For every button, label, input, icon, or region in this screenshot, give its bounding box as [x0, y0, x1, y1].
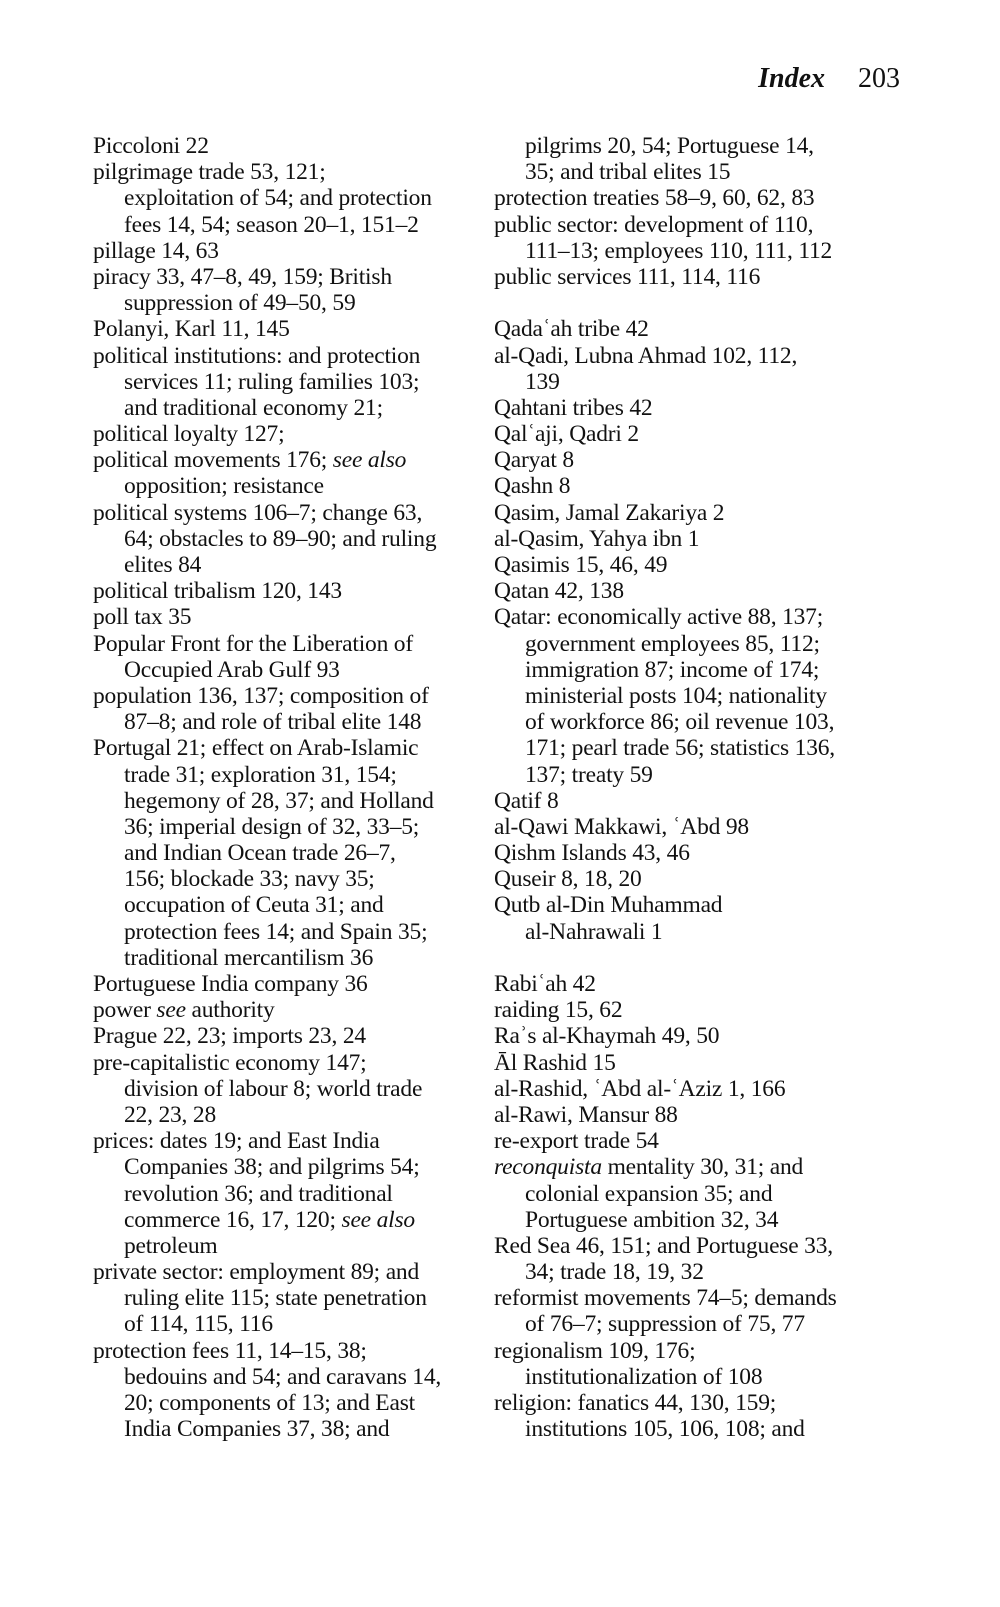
index-entry-line: [494, 1128, 894, 1154]
index-entry-line: [93, 264, 493, 290]
index-entry-text: power: [93, 997, 157, 1024]
index-entry-line: [494, 997, 894, 1023]
index-entry-line: [93, 1311, 493, 1337]
index-entry-line: [494, 1102, 894, 1128]
index-entry-text: traditional mercantilism 36: [124, 944, 374, 971]
index-entry-text: al-Qadi, Lubna Ahmad 102, 112,: [494, 342, 798, 369]
index-entry-line: [93, 552, 493, 578]
index-entry-text: colonial expansion 35; and: [525, 1180, 773, 1207]
index-entry-text: Occupied Arab Gulf 93: [124, 656, 340, 683]
index-entry-text: revolution 36; and traditional: [124, 1180, 393, 1207]
index-column-left: [93, 133, 493, 1442]
index-entry-line: [93, 421, 493, 447]
index-entry-line: [93, 447, 493, 473]
index-entry-line: [494, 185, 894, 211]
index-entry-line: [93, 343, 493, 369]
index-entry-text: immigration 87; income of 174;: [525, 656, 820, 683]
index-entry-line: [494, 788, 894, 814]
index-entry-line: [494, 919, 894, 945]
index-entry-text: Qishm Islands 43, 46: [494, 840, 690, 867]
index-entry-text: and Indian Ocean trade 26–7,: [124, 840, 396, 867]
index-entry-text: 111–13; employees 110, 111, 112: [525, 237, 833, 264]
index-entry-text-after: mentality 30, 31; and: [601, 1154, 804, 1181]
index-entry-line: [93, 1076, 493, 1102]
index-entry-line: [93, 866, 493, 892]
index-entry-text: and traditional economy 21;: [124, 394, 383, 421]
index-entry-text: elites 84: [124, 552, 202, 578]
index-entry-text: political movements 176;: [93, 447, 333, 474]
index-entry-line: [93, 709, 493, 735]
index-entry-text: Rabiʿah 42: [494, 971, 596, 997]
index-entry-line: [93, 1102, 493, 1128]
index-entry-text: political loyalty 127;: [93, 421, 285, 448]
index-entry-line: [93, 1023, 493, 1049]
index-entry-text: 34; trade 18, 19, 32: [525, 1259, 704, 1286]
index-entry-line: [494, 657, 894, 683]
index-entry-text: re-export trade 54: [494, 1128, 659, 1155]
index-entry-text: Popular Front for the Liberation of: [93, 630, 413, 657]
index-entry-line: [494, 264, 894, 290]
index-entry-italic: reconquista: [494, 1154, 602, 1181]
index-entry-line: [494, 1207, 894, 1233]
index-entry-text: occupation of Ceuta 31; and: [124, 892, 384, 919]
index-entry-line: [494, 159, 894, 185]
index-entry-line: [494, 971, 894, 997]
index-entry-line: [494, 500, 894, 526]
index-entry-text: India Companies 37, 38; and: [124, 1416, 390, 1443]
index-entry-line: [494, 1311, 894, 1337]
index-entry-text: Portugal 21; effect on Arab-Islamic: [93, 735, 419, 762]
index-entry-line: [93, 788, 493, 814]
index-entry-text: 87–8; and role of tribal elite 148: [124, 709, 422, 736]
index-entry-line: [93, 1416, 493, 1442]
index-entry-italic: see also: [332, 447, 407, 474]
index-entry-line: [93, 395, 493, 421]
index-entry-line: [494, 395, 894, 421]
index-entry-text: political tribalism 120, 143: [93, 578, 342, 605]
index-entry-line: [494, 1076, 894, 1102]
index-entry-text: Qatif 8: [494, 787, 559, 814]
index-entry-text: Polanyi, Karl 11, 145: [93, 316, 290, 343]
index-entry-line: [93, 185, 493, 211]
index-entry-line: [93, 290, 493, 316]
index-entry-text: al-Rashid, ʿAbd al-ʿAziz 1, 166: [494, 1075, 786, 1102]
index-entry-text: Āl Rashid 15: [494, 1049, 616, 1076]
index-entry-line: [494, 1259, 894, 1285]
index-entry-line: [93, 1338, 493, 1364]
index-entry-line: [93, 212, 493, 238]
index-entry-text: hegemony of 28, 37; and Holland: [124, 787, 434, 814]
index-entry-line: [93, 814, 493, 840]
index-entry-text: 20; components of 13; and East: [124, 1390, 415, 1416]
index-entry-line: [494, 1154, 894, 1180]
index-entry-text: Qashn 8: [494, 473, 571, 500]
index-entry-text: opposition; resistance: [124, 473, 324, 500]
index-column-right: [494, 133, 894, 1442]
index-entry-text: public sector: development of 110,: [494, 211, 814, 238]
index-entry-text: Qutb al-Din Muhammad: [494, 892, 723, 919]
index-entry-text: al-Rawi, Mansur 88: [494, 1101, 678, 1128]
index-entry-line: [494, 552, 894, 578]
index-entry-text: 35; and tribal elites 15: [525, 159, 731, 186]
index-entry-line: [93, 369, 493, 395]
index-entry-text: Qaryat 8: [494, 447, 574, 474]
index-entry-line: [93, 919, 493, 945]
index-entry-text: Qasim, Jamal Zakariya 2: [494, 499, 725, 526]
index-entry-text: 137; treaty 59: [525, 761, 653, 788]
index-entry-line: [494, 1285, 894, 1311]
index-entry-line: [494, 814, 894, 840]
index-entry-text: services 11; ruling families 103;: [124, 368, 420, 395]
index-entry-text: exploitation of 54; and protection: [124, 185, 432, 212]
index-entry-line: [93, 473, 493, 499]
index-entry-line: [93, 945, 493, 971]
index-entry-text: Qatan 42, 138: [494, 578, 624, 605]
page-number: 203: [858, 63, 900, 94]
index-entry-line: [494, 526, 894, 552]
index-entry-text: trade 31; exploration 31, 154;: [124, 761, 397, 788]
index-entry-text: al-Nahrawali 1: [525, 918, 663, 945]
index-entry-text: private sector: employment 89; and: [93, 1259, 420, 1286]
index-entry-line: [494, 1338, 894, 1364]
index-entry-line: [93, 997, 493, 1023]
index-entry-line: [494, 866, 894, 892]
index-entry-line: [93, 657, 493, 683]
index-entry-text: protection treaties 58–9, 60, 62, 83: [494, 185, 815, 212]
index-entry-line: [494, 1364, 894, 1390]
index-entry-text: raiding 15, 62: [494, 997, 623, 1024]
index-entry-text: Prague 22, 23; imports 23, 24: [93, 1023, 366, 1050]
index-entry-line: [494, 316, 894, 342]
index-entry-text: al-Qasim, Yahya ibn 1: [494, 525, 700, 552]
index-entry-text: pillage 14, 63: [93, 237, 219, 264]
running-head-title: Index: [758, 63, 825, 94]
index-entry-text: petroleum: [124, 1232, 218, 1259]
index-entry-text: Raʾs al-Khaymah 49, 50: [494, 1023, 720, 1050]
index-entry-line: [93, 238, 493, 264]
index-entry-text: of 114, 115, 116: [124, 1311, 273, 1338]
index-entry-text: bedouins and 54; and caravans 14,: [124, 1363, 442, 1390]
index-entry-text: 156; blockade 33; navy 35;: [124, 866, 375, 893]
index-entry-text: pilgrimage trade 53, 121;: [93, 159, 326, 186]
index-entry-text: Piccoloni 22: [93, 133, 209, 159]
index-entry-text: 139: [525, 368, 560, 395]
index-entry-text: Red Sea 46, 151; and Portuguese 33,: [494, 1232, 833, 1259]
index-entry-line: [93, 762, 493, 788]
index-entry-text: commerce 16, 17, 120;: [124, 1206, 342, 1233]
index-entry-text: pilgrims 20, 54; Portuguese 14,: [525, 133, 814, 159]
index-entry-line: [93, 1050, 493, 1076]
index-entry-line: [93, 1207, 493, 1233]
index-entry-text: protection fees 11, 14–15, 38;: [93, 1337, 367, 1364]
index-entry-text: Qasimis 15, 46, 49: [494, 552, 668, 578]
index-entry-line: [494, 709, 894, 735]
index-entry-text: Companies 38; and pilgrims 54;: [124, 1154, 420, 1181]
running-head: [758, 62, 900, 96]
index-entry-text: fees 14, 54; season 20–1, 151–2: [124, 211, 419, 238]
index-entry-line: [494, 238, 894, 264]
index-entry-line: [93, 683, 493, 709]
index-entry-text: protection fees 14; and Spain 35;: [124, 918, 428, 945]
index-entry-line: [494, 762, 894, 788]
index-entry-text: Portuguese India company 36: [93, 971, 368, 997]
index-entry-text: 22, 23, 28: [124, 1101, 217, 1128]
index-entry-text: government employees 85, 112;: [525, 630, 820, 657]
index-entry-text: regionalism 109, 176;: [494, 1337, 696, 1364]
index-entry-line: [93, 604, 493, 630]
index-entry-line: [494, 631, 894, 657]
index-entry-text: ministerial posts 104; nationality: [525, 682, 827, 709]
index-entry-line: [93, 578, 493, 604]
index-entry-line: [494, 1023, 894, 1049]
index-entry-text: Qadaʿah tribe 42: [494, 316, 649, 343]
index-entry-italic: see: [156, 997, 186, 1024]
index-entry-line: [93, 631, 493, 657]
index-entry-line: [494, 1233, 894, 1259]
index-entry-text: institutionalization of 108: [525, 1363, 763, 1390]
index-entry-line: [93, 1285, 493, 1311]
index-entry-line: [93, 1390, 493, 1416]
index-entry-text: 171; pearl trade 56; statistics 136,: [525, 735, 835, 762]
index-entry-line: [494, 1416, 894, 1442]
index-entry-text: of workforce 86; oil revenue 103,: [525, 709, 835, 736]
index-entry-line: [494, 604, 894, 630]
index-entry-line: [494, 343, 894, 369]
index-entry-text: pre-capitalistic economy 147;: [93, 1049, 367, 1076]
index-entry-text: population 136, 137; composition of: [93, 682, 429, 709]
section-gap: [494, 945, 894, 971]
index-entry-text: 36; imperial design of 32, 33–5;: [124, 813, 420, 840]
index-entry-text: political institutions: and protection: [93, 342, 421, 369]
index-entry-text: reformist movements 74–5; demands: [494, 1285, 837, 1312]
index-entry-text: Quseir 8, 18, 20: [494, 866, 642, 893]
index-entry-text: institutions 105, 106, 108; and: [525, 1416, 805, 1443]
index-entry-text: al-Qawi Makkawi, ʿAbd 98: [494, 813, 749, 840]
index-entry-line: [93, 1154, 493, 1180]
index-entry-text: 64; obstacles to 89–90; and ruling: [124, 525, 437, 552]
index-entry-line: [93, 971, 493, 997]
index-entry-line: [93, 133, 493, 159]
index-entry-text-after: authority: [185, 997, 275, 1024]
index-entry-line: [93, 1233, 493, 1259]
index-entry-line: [494, 473, 894, 499]
index-entry-text: Portuguese ambition 32, 34: [525, 1206, 779, 1233]
index-entry-text: Qahtani tribes 42: [494, 394, 653, 421]
index-entry-line: [494, 447, 894, 473]
index-entry-line: [494, 578, 894, 604]
index-entry-line: [494, 892, 894, 918]
index-entry-text: piracy 33, 47–8, 49, 159; British: [93, 263, 392, 290]
index-entry-text: religion: fanatics 44, 130, 159;: [494, 1390, 777, 1416]
index-entry-line: [93, 159, 493, 185]
index-entry-line: [494, 1181, 894, 1207]
index-entry-line: [494, 683, 894, 709]
index-entry-line: [93, 526, 493, 552]
index-entry-line: [494, 421, 894, 447]
index-entry-text: prices: dates 19; and East India: [93, 1128, 380, 1155]
index-entry-line: [494, 1390, 894, 1416]
index-entry-line: [494, 133, 894, 159]
index-entry-line: [93, 500, 493, 526]
index-entry-line: [494, 1050, 894, 1076]
index-entry-line: [93, 316, 493, 342]
index-entry-line: [93, 892, 493, 918]
index-entry-line: [93, 1181, 493, 1207]
index-entry-text: poll tax 35: [93, 604, 192, 631]
index-entry-text: Qatar: economically active 88, 137;: [494, 604, 824, 631]
index-entry-text: public services 111, 114, 116: [494, 263, 761, 290]
section-gap: [494, 290, 894, 316]
index-entry-line: [494, 840, 894, 866]
index-entry-text: ruling elite 115; state penetration: [124, 1285, 427, 1312]
index-entry-line: [494, 735, 894, 761]
index-entry-text: Qalʿaji, Qadri 2: [494, 421, 639, 448]
index-entry-line: [93, 840, 493, 866]
index-entry-line: [93, 1259, 493, 1285]
index-entry-text: division of labour 8; world trade: [124, 1075, 423, 1102]
index-entry-line: [494, 212, 894, 238]
index-entry-text: suppression of 49–50, 59: [124, 290, 356, 317]
index-entry-line: [494, 369, 894, 395]
index-entry-line: [93, 1128, 493, 1154]
index-entry-text: political systems 106–7; change 63,: [93, 499, 423, 526]
index-entry-line: [93, 735, 493, 761]
index-entry-text: of 76–7; suppression of 75, 77: [525, 1311, 805, 1338]
index-entry-line: [93, 1364, 493, 1390]
index-entry-italic: see also: [341, 1206, 415, 1233]
